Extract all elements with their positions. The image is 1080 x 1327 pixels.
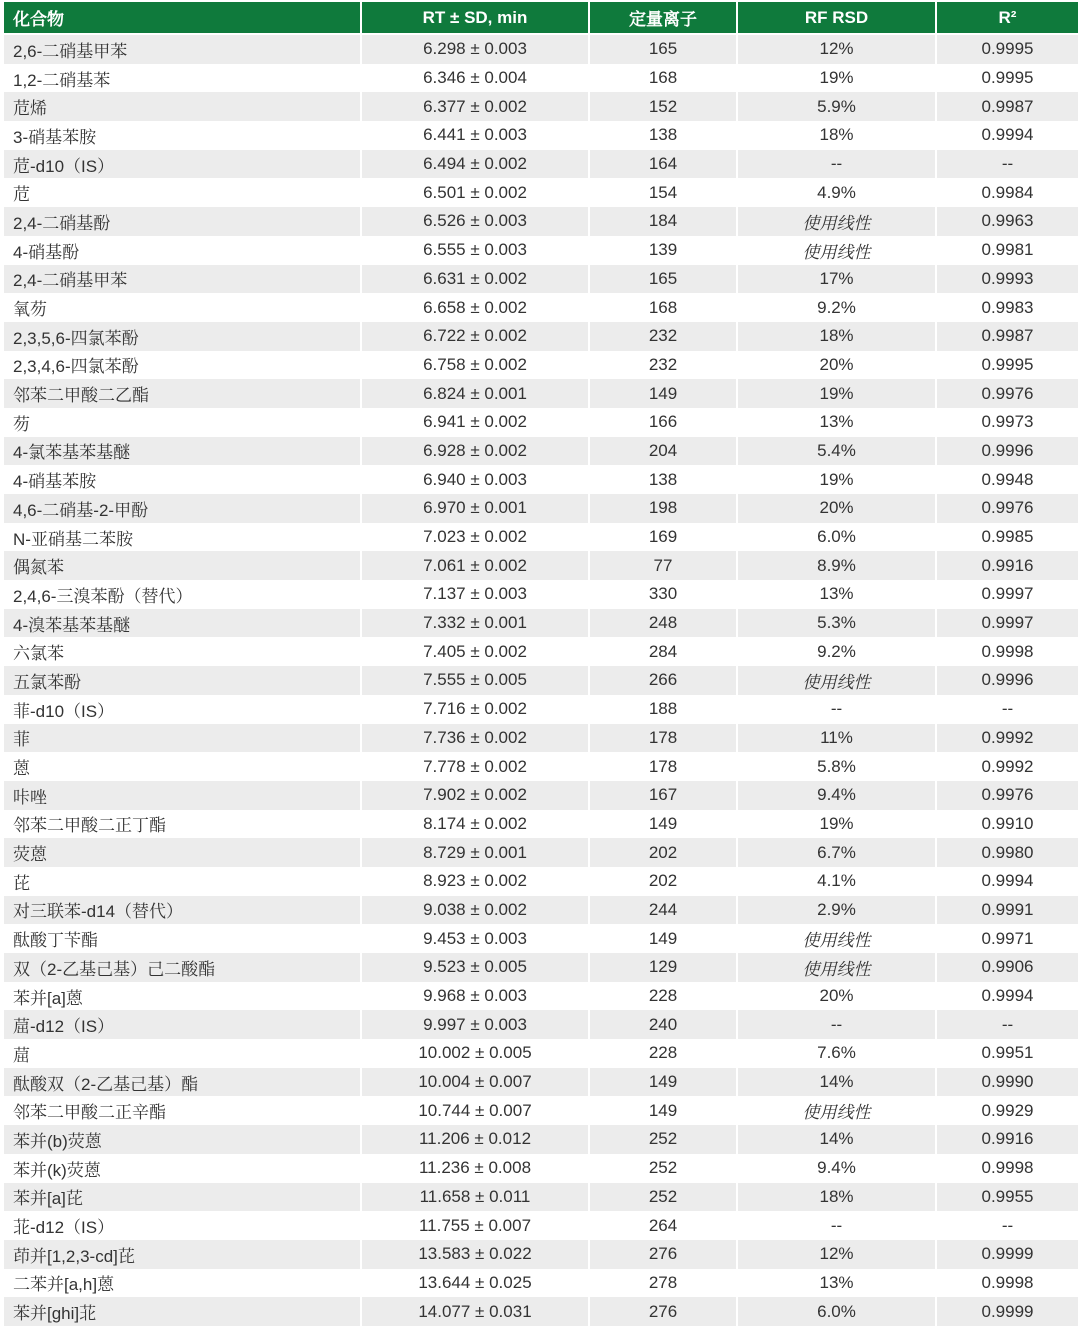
rf-rsd-cell: 7.6% bbox=[738, 1039, 935, 1068]
rf-rsd-cell: 12% bbox=[738, 1240, 935, 1269]
rf-rsd-cell: 14% bbox=[738, 1068, 935, 1097]
rt-cell: 6.494 ± 0.002 bbox=[362, 150, 588, 179]
quant-ion-cell: 169 bbox=[590, 523, 736, 552]
r-squared-cell: 0.9910 bbox=[937, 810, 1078, 839]
rf-rsd-cell: 4.1% bbox=[738, 867, 935, 896]
table-row bbox=[4, 178, 1078, 207]
compound-cell: 二苯并[a,h]蒽 bbox=[4, 1269, 360, 1298]
rt-cell: 7.778 ± 0.002 bbox=[362, 752, 588, 781]
compound-cell: 苝-d12（IS） bbox=[4, 1211, 360, 1240]
quant-ion-cell: 284 bbox=[590, 637, 736, 666]
rt-cell: 13.583 ± 0.022 bbox=[362, 1240, 588, 1269]
header-row bbox=[4, 2, 1078, 35]
table-row bbox=[4, 150, 1078, 179]
r-squared-cell: 0.9998 bbox=[937, 1154, 1078, 1183]
r-squared-cell: -- bbox=[937, 150, 1078, 179]
rf-rsd-cell: 8.9% bbox=[738, 551, 935, 580]
compound-cell: 菲 bbox=[4, 724, 360, 753]
r-squared-cell: 0.9990 bbox=[937, 1068, 1078, 1097]
rt-cell: 6.526 ± 0.003 bbox=[362, 207, 588, 236]
compound-cell: 蒽 bbox=[4, 752, 360, 781]
table-row bbox=[4, 437, 1078, 466]
rt-cell: 8.923 ± 0.002 bbox=[362, 867, 588, 896]
compound-cell: 2,6-二硝基甲苯 bbox=[4, 35, 360, 64]
quant-ion-cell: 138 bbox=[590, 121, 736, 150]
quant-ion-cell: 244 bbox=[590, 896, 736, 925]
table-row bbox=[4, 351, 1078, 380]
rt-cell: 6.940 ± 0.003 bbox=[362, 465, 588, 494]
r-squared-cell: 0.9994 bbox=[937, 121, 1078, 150]
rt-cell: 6.346 ± 0.004 bbox=[362, 64, 588, 93]
rt-cell: 7.061 ± 0.002 bbox=[362, 551, 588, 580]
r-squared-cell: 0.9994 bbox=[937, 982, 1078, 1011]
r-squared-cell: -- bbox=[937, 1010, 1078, 1039]
table-row bbox=[4, 953, 1078, 982]
rf-rsd-cell: 9.4% bbox=[738, 781, 935, 810]
table-row bbox=[4, 1154, 1078, 1183]
rf-rsd-cell: 5.4% bbox=[738, 437, 935, 466]
table-body bbox=[4, 35, 1078, 1326]
compound-cell: 苯并[a]芘 bbox=[4, 1183, 360, 1212]
rf-rsd-cell: 使用线性 bbox=[738, 236, 935, 265]
compound-cell: 2,4,6-三溴苯酚（替代） bbox=[4, 580, 360, 609]
quant-ion-cell: 240 bbox=[590, 1010, 736, 1039]
rt-cell: 9.038 ± 0.002 bbox=[362, 896, 588, 925]
compound-cell: 4-溴苯基苯基醚 bbox=[4, 609, 360, 638]
table-row bbox=[4, 580, 1078, 609]
quant-ion-cell: 167 bbox=[590, 781, 736, 810]
header-r-squared: R² bbox=[937, 2, 1078, 35]
compound-cell: 菲-d10（IS） bbox=[4, 695, 360, 724]
rf-rsd-cell: 20% bbox=[738, 494, 935, 523]
table-row bbox=[4, 207, 1078, 236]
quant-ion-cell: 165 bbox=[590, 265, 736, 294]
table-row bbox=[4, 408, 1078, 437]
compound-cell: 4-氯苯基苯基醚 bbox=[4, 437, 360, 466]
quant-ion-cell: 264 bbox=[590, 1211, 736, 1240]
rf-rsd-cell: -- bbox=[738, 150, 935, 179]
compound-cell: 邻苯二甲酸二乙酯 bbox=[4, 379, 360, 408]
r-squared-cell: 0.9996 bbox=[937, 437, 1078, 466]
quant-ion-cell: 278 bbox=[590, 1269, 736, 1298]
r-squared-cell: 0.9929 bbox=[937, 1096, 1078, 1125]
rf-rsd-cell: 使用线性 bbox=[738, 666, 935, 695]
r-squared-cell: 0.9916 bbox=[937, 551, 1078, 580]
table-row bbox=[4, 637, 1078, 666]
r-squared-cell: 0.9951 bbox=[937, 1039, 1078, 1068]
rt-cell: 7.405 ± 0.002 bbox=[362, 637, 588, 666]
rt-cell: 10.744 ± 0.007 bbox=[362, 1096, 588, 1125]
quant-ion-cell: 149 bbox=[590, 1068, 736, 1097]
rt-cell: 6.941 ± 0.002 bbox=[362, 408, 588, 437]
compound-cell: 苯并[a]蒽 bbox=[4, 982, 360, 1011]
r-squared-cell: 0.9985 bbox=[937, 523, 1078, 552]
r-squared-cell: 0.9963 bbox=[937, 207, 1078, 236]
table-row bbox=[4, 236, 1078, 265]
rf-rsd-cell: 5.3% bbox=[738, 609, 935, 638]
quant-ion-cell: 276 bbox=[590, 1297, 736, 1326]
compound-table bbox=[2, 2, 1080, 1326]
rf-rsd-cell: -- bbox=[738, 1211, 935, 1240]
table-row bbox=[4, 494, 1078, 523]
table-row bbox=[4, 322, 1078, 351]
rf-rsd-cell: 17% bbox=[738, 265, 935, 294]
table-row bbox=[4, 695, 1078, 724]
r-squared-cell: 0.9999 bbox=[937, 1240, 1078, 1269]
table-row bbox=[4, 982, 1078, 1011]
quant-ion-cell: 139 bbox=[590, 236, 736, 265]
compound-cell: 荧蒽 bbox=[4, 838, 360, 867]
rt-cell: 6.631 ± 0.002 bbox=[362, 265, 588, 294]
rf-rsd-cell: 5.9% bbox=[738, 92, 935, 121]
rf-rsd-cell: 20% bbox=[738, 351, 935, 380]
rf-rsd-cell: 19% bbox=[738, 810, 935, 839]
r-squared-cell: 0.9999 bbox=[937, 1297, 1078, 1326]
rf-rsd-cell: 20% bbox=[738, 982, 935, 1011]
rf-rsd-cell: -- bbox=[738, 1010, 935, 1039]
table-row bbox=[4, 752, 1078, 781]
rf-rsd-cell: 使用线性 bbox=[738, 207, 935, 236]
quant-ion-cell: 149 bbox=[590, 924, 736, 953]
header-rf-rsd: RF RSD bbox=[738, 2, 935, 35]
rt-cell: 7.555 ± 0.005 bbox=[362, 666, 588, 695]
rt-cell: 9.523 ± 0.005 bbox=[362, 953, 588, 982]
compound-cell: 苊-d10（IS） bbox=[4, 150, 360, 179]
compound-cell: 双（2-乙基己基）己二酸酯 bbox=[4, 953, 360, 982]
r-squared-cell: 0.9980 bbox=[937, 838, 1078, 867]
header-compound: 化合物 bbox=[4, 2, 360, 35]
quant-ion-cell: 276 bbox=[590, 1240, 736, 1269]
rt-cell: 6.298 ± 0.003 bbox=[362, 35, 588, 64]
table-row bbox=[4, 666, 1078, 695]
rt-cell: 10.002 ± 0.005 bbox=[362, 1039, 588, 1068]
compound-cell: 芘 bbox=[4, 867, 360, 896]
rt-cell: 6.555 ± 0.003 bbox=[362, 236, 588, 265]
table-row bbox=[4, 1039, 1078, 1068]
quant-ion-cell: 252 bbox=[590, 1183, 736, 1212]
header-rt-sd: RT ± SD, min bbox=[362, 2, 588, 35]
compound-cell: 2,3,5,6-四氯苯酚 bbox=[4, 322, 360, 351]
quant-ion-cell: 166 bbox=[590, 408, 736, 437]
quant-ion-cell: 129 bbox=[590, 953, 736, 982]
r-squared-cell: 0.9995 bbox=[937, 64, 1078, 93]
quant-ion-cell: 168 bbox=[590, 293, 736, 322]
quant-ion-cell: 149 bbox=[590, 1096, 736, 1125]
table-row bbox=[4, 465, 1078, 494]
rf-rsd-cell: 14% bbox=[738, 1125, 935, 1154]
compound-cell: 2,3,4,6-四氯苯酚 bbox=[4, 351, 360, 380]
r-squared-cell: 0.9948 bbox=[937, 465, 1078, 494]
compound-cell: 苊 bbox=[4, 178, 360, 207]
rt-cell: 7.332 ± 0.001 bbox=[362, 609, 588, 638]
rf-rsd-cell: 4.9% bbox=[738, 178, 935, 207]
rf-rsd-cell: 13% bbox=[738, 408, 935, 437]
rf-rsd-cell: 5.8% bbox=[738, 752, 935, 781]
rf-rsd-cell: 13% bbox=[738, 1269, 935, 1298]
rf-rsd-cell: 6.0% bbox=[738, 1297, 935, 1326]
rf-rsd-cell: 18% bbox=[738, 121, 935, 150]
compound-cell: 苯并(k)荧蒽 bbox=[4, 1154, 360, 1183]
quant-ion-cell: 232 bbox=[590, 351, 736, 380]
r-squared-cell: 0.9976 bbox=[937, 781, 1078, 810]
rf-rsd-cell: 2.9% bbox=[738, 896, 935, 925]
compound-cell: 䓛 bbox=[4, 1039, 360, 1068]
rt-cell: 9.453 ± 0.003 bbox=[362, 924, 588, 953]
quant-ion-cell: 202 bbox=[590, 838, 736, 867]
rt-cell: 13.644 ± 0.025 bbox=[362, 1269, 588, 1298]
rf-rsd-cell: 12% bbox=[738, 35, 935, 64]
r-squared-cell: -- bbox=[937, 1211, 1078, 1240]
r-squared-cell: 0.9973 bbox=[937, 408, 1078, 437]
compound-cell: 苯并[ghi]苝 bbox=[4, 1297, 360, 1326]
results-table-container bbox=[2, 2, 1078, 1326]
rt-cell: 11.755 ± 0.007 bbox=[362, 1211, 588, 1240]
table-row bbox=[4, 609, 1078, 638]
r-squared-cell: 0.9995 bbox=[937, 351, 1078, 380]
quant-ion-cell: 184 bbox=[590, 207, 736, 236]
table-row bbox=[4, 265, 1078, 294]
quant-ion-cell: 202 bbox=[590, 867, 736, 896]
r-squared-cell: 0.9976 bbox=[937, 494, 1078, 523]
compound-cell: 1,2-二硝基苯 bbox=[4, 64, 360, 93]
compound-cell: 4,6-二硝基-2-甲酚 bbox=[4, 494, 360, 523]
rt-cell: 8.174 ± 0.002 bbox=[362, 810, 588, 839]
table-row bbox=[4, 121, 1078, 150]
table-row bbox=[4, 293, 1078, 322]
rt-cell: 7.137 ± 0.003 bbox=[362, 580, 588, 609]
rf-rsd-cell: 使用线性 bbox=[738, 953, 935, 982]
rf-rsd-cell: 11% bbox=[738, 724, 935, 753]
rt-cell: 6.441 ± 0.003 bbox=[362, 121, 588, 150]
rf-rsd-cell: 6.0% bbox=[738, 523, 935, 552]
rt-cell: 6.970 ± 0.001 bbox=[362, 494, 588, 523]
rt-cell: 7.736 ± 0.002 bbox=[362, 724, 588, 753]
compound-cell: 2,4-二硝基酚 bbox=[4, 207, 360, 236]
table-row bbox=[4, 1125, 1078, 1154]
r-squared-cell: 0.9997 bbox=[937, 580, 1078, 609]
rt-cell: 6.758 ± 0.002 bbox=[362, 351, 588, 380]
quant-ion-cell: 165 bbox=[590, 35, 736, 64]
rf-rsd-cell: 19% bbox=[738, 64, 935, 93]
rt-cell: 11.206 ± 0.012 bbox=[362, 1125, 588, 1154]
rf-rsd-cell: 13% bbox=[738, 580, 935, 609]
compound-cell: 3-硝基苯胺 bbox=[4, 121, 360, 150]
table-row bbox=[4, 1068, 1078, 1097]
r-squared-cell: 0.9995 bbox=[937, 35, 1078, 64]
rf-rsd-cell: 9.4% bbox=[738, 1154, 935, 1183]
table-row bbox=[4, 379, 1078, 408]
compound-cell: 对三联苯-d14（替代） bbox=[4, 896, 360, 925]
quant-ion-cell: 152 bbox=[590, 92, 736, 121]
compound-cell: 䓛-d12（IS） bbox=[4, 1010, 360, 1039]
rt-cell: 14.077 ± 0.031 bbox=[362, 1297, 588, 1326]
quant-ion-cell: 164 bbox=[590, 150, 736, 179]
compound-cell: 茚并[1,2,3-cd]芘 bbox=[4, 1240, 360, 1269]
rt-cell: 11.236 ± 0.008 bbox=[362, 1154, 588, 1183]
compound-cell: 酞酸丁苄酯 bbox=[4, 924, 360, 953]
quant-ion-cell: 232 bbox=[590, 322, 736, 351]
r-squared-cell: 0.9991 bbox=[937, 896, 1078, 925]
compound-cell: 邻苯二甲酸二正丁酯 bbox=[4, 810, 360, 839]
compound-cell: 芴 bbox=[4, 408, 360, 437]
compound-cell: 4-硝基酚 bbox=[4, 236, 360, 265]
header-quant-ion: 定量离子 bbox=[590, 2, 736, 35]
compound-cell: 咔唑 bbox=[4, 781, 360, 810]
compound-cell: 苊烯 bbox=[4, 92, 360, 121]
r-squared-cell: 0.9976 bbox=[937, 379, 1078, 408]
quant-ion-cell: 248 bbox=[590, 609, 736, 638]
rt-cell: 6.722 ± 0.002 bbox=[362, 322, 588, 351]
table-row bbox=[4, 867, 1078, 896]
table-row bbox=[4, 724, 1078, 753]
r-squared-cell: 0.9971 bbox=[937, 924, 1078, 953]
quant-ion-cell: 266 bbox=[590, 666, 736, 695]
compound-cell: N-亚硝基二苯胺 bbox=[4, 523, 360, 552]
quant-ion-cell: 228 bbox=[590, 1039, 736, 1068]
rf-rsd-cell: 9.2% bbox=[738, 293, 935, 322]
compound-cell: 邻苯二甲酸二正辛酯 bbox=[4, 1096, 360, 1125]
compound-cell: 酞酸双（2-乙基己基）酯 bbox=[4, 1068, 360, 1097]
rf-rsd-cell: 19% bbox=[738, 379, 935, 408]
quant-ion-cell: 228 bbox=[590, 982, 736, 1011]
r-squared-cell: 0.9994 bbox=[937, 867, 1078, 896]
r-squared-cell: -- bbox=[937, 695, 1078, 724]
table-row bbox=[4, 1096, 1078, 1125]
rf-rsd-cell: 19% bbox=[738, 465, 935, 494]
quant-ion-cell: 149 bbox=[590, 810, 736, 839]
r-squared-cell: 0.9998 bbox=[937, 1269, 1078, 1298]
r-squared-cell: 0.9984 bbox=[937, 178, 1078, 207]
r-squared-cell: 0.9981 bbox=[937, 236, 1078, 265]
r-squared-cell: 0.9987 bbox=[937, 92, 1078, 121]
table-row bbox=[4, 924, 1078, 953]
r-squared-cell: 0.9998 bbox=[937, 637, 1078, 666]
rt-cell: 6.658 ± 0.002 bbox=[362, 293, 588, 322]
compound-cell: 2,4-二硝基甲苯 bbox=[4, 265, 360, 294]
table-row bbox=[4, 1211, 1078, 1240]
compound-cell: 五氯苯酚 bbox=[4, 666, 360, 695]
rt-cell: 8.729 ± 0.001 bbox=[362, 838, 588, 867]
rt-cell: 6.824 ± 0.001 bbox=[362, 379, 588, 408]
rt-cell: 6.501 ± 0.002 bbox=[362, 178, 588, 207]
r-squared-cell: 0.9955 bbox=[937, 1183, 1078, 1212]
r-squared-cell: 0.9916 bbox=[937, 1125, 1078, 1154]
quant-ion-cell: 77 bbox=[590, 551, 736, 580]
rt-cell: 9.968 ± 0.003 bbox=[362, 982, 588, 1011]
r-squared-cell: 0.9993 bbox=[937, 265, 1078, 294]
r-squared-cell: 0.9992 bbox=[937, 724, 1078, 753]
rt-cell: 11.658 ± 0.011 bbox=[362, 1183, 588, 1212]
table-row bbox=[4, 896, 1078, 925]
rt-cell: 10.004 ± 0.007 bbox=[362, 1068, 588, 1097]
quant-ion-cell: 204 bbox=[590, 437, 736, 466]
quant-ion-cell: 154 bbox=[590, 178, 736, 207]
r-squared-cell: 0.9906 bbox=[937, 953, 1078, 982]
table-row bbox=[4, 92, 1078, 121]
rt-cell: 6.377 ± 0.002 bbox=[362, 92, 588, 121]
table-row bbox=[4, 551, 1078, 580]
r-squared-cell: 0.9983 bbox=[937, 293, 1078, 322]
compound-cell: 偶氮苯 bbox=[4, 551, 360, 580]
table-row bbox=[4, 838, 1078, 867]
quant-ion-cell: 178 bbox=[590, 752, 736, 781]
quant-ion-cell: 149 bbox=[590, 379, 736, 408]
compound-cell: 苯并(b)荧蒽 bbox=[4, 1125, 360, 1154]
table-row bbox=[4, 1183, 1078, 1212]
r-squared-cell: 0.9997 bbox=[937, 609, 1078, 638]
rf-rsd-cell: 18% bbox=[738, 1183, 935, 1212]
table-row bbox=[4, 35, 1078, 64]
compound-cell: 氧芴 bbox=[4, 293, 360, 322]
table-header bbox=[4, 2, 1078, 35]
quant-ion-cell: 188 bbox=[590, 695, 736, 724]
table-row bbox=[4, 781, 1078, 810]
compound-cell: 4-硝基苯胺 bbox=[4, 465, 360, 494]
rf-rsd-cell: -- bbox=[738, 695, 935, 724]
quant-ion-cell: 168 bbox=[590, 64, 736, 93]
rf-rsd-cell: 使用线性 bbox=[738, 924, 935, 953]
r-squared-cell: 0.9996 bbox=[937, 666, 1078, 695]
table-row bbox=[4, 1269, 1078, 1298]
table-row bbox=[4, 1297, 1078, 1326]
table-row bbox=[4, 64, 1078, 93]
rt-cell: 7.902 ± 0.002 bbox=[362, 781, 588, 810]
rf-rsd-cell: 6.7% bbox=[738, 838, 935, 867]
quant-ion-cell: 198 bbox=[590, 494, 736, 523]
table-row bbox=[4, 810, 1078, 839]
quant-ion-cell: 138 bbox=[590, 465, 736, 494]
table-row bbox=[4, 1010, 1078, 1039]
rt-cell: 7.023 ± 0.002 bbox=[362, 523, 588, 552]
quant-ion-cell: 252 bbox=[590, 1125, 736, 1154]
r-squared-cell: 0.9987 bbox=[937, 322, 1078, 351]
rt-cell: 6.928 ± 0.002 bbox=[362, 437, 588, 466]
rt-cell: 7.716 ± 0.002 bbox=[362, 695, 588, 724]
rf-rsd-cell: 9.2% bbox=[738, 637, 935, 666]
quant-ion-cell: 178 bbox=[590, 724, 736, 753]
quant-ion-cell: 252 bbox=[590, 1154, 736, 1183]
compound-cell: 六氯苯 bbox=[4, 637, 360, 666]
rf-rsd-cell: 18% bbox=[738, 322, 935, 351]
table-row bbox=[4, 1240, 1078, 1269]
rf-rsd-cell: 使用线性 bbox=[738, 1096, 935, 1125]
table-row bbox=[4, 523, 1078, 552]
r-squared-cell: 0.9992 bbox=[937, 752, 1078, 781]
quant-ion-cell: 330 bbox=[590, 580, 736, 609]
rt-cell: 9.997 ± 0.003 bbox=[362, 1010, 588, 1039]
